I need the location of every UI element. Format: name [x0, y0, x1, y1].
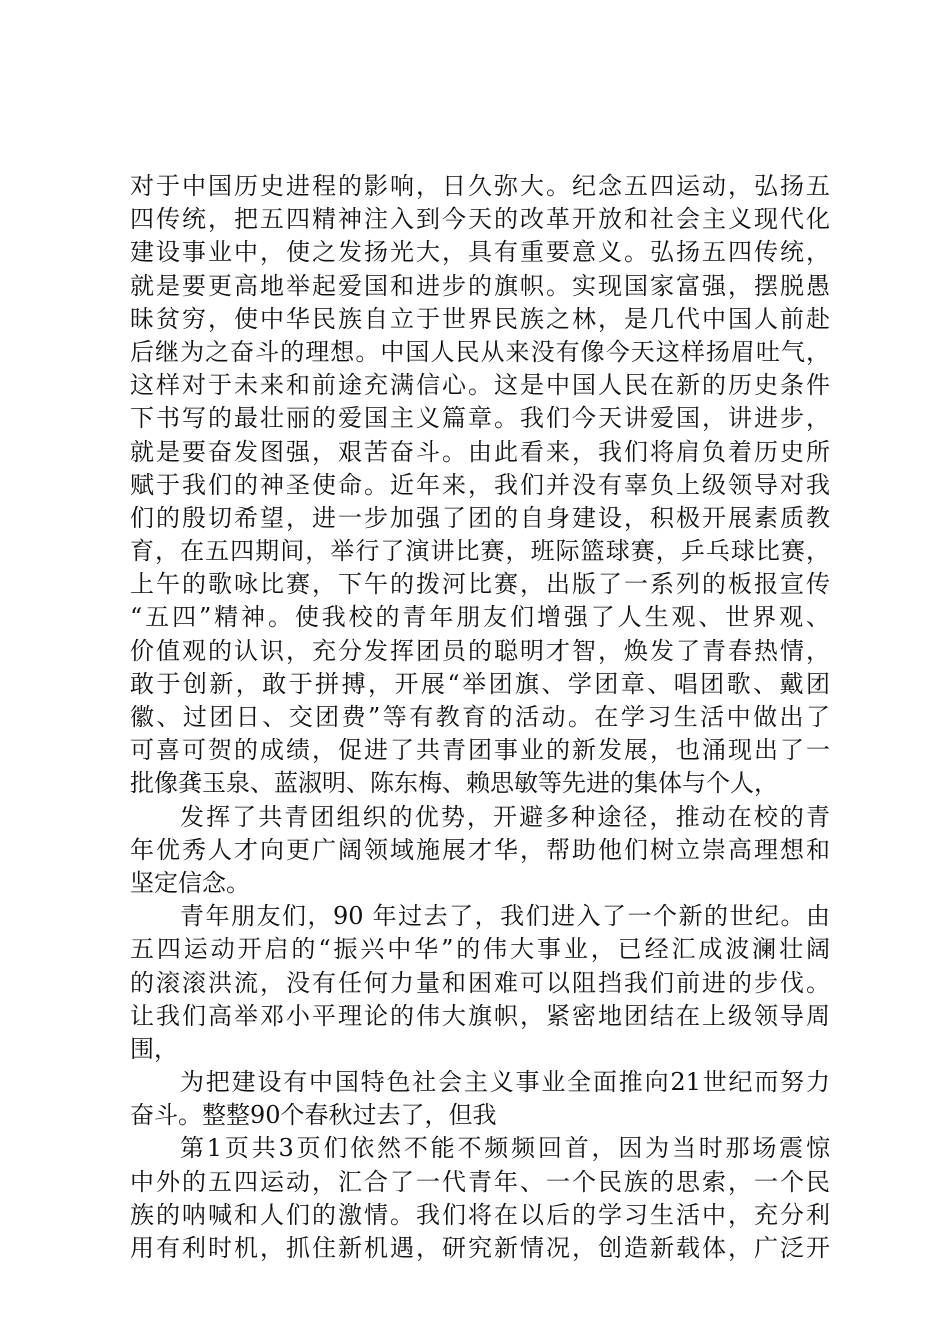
text-line: 年优秀人才向更广阔领域施展才华，帮助他们树立崇高理想和 — [130, 835, 830, 864]
text-line: 第1页共3页们依然不能不频频回首，因为当时那场震惊 — [180, 1134, 830, 1163]
text-line: 就是要更高地举起爱国和进步的旗帜。实现国家富强，摆脱愚 — [130, 271, 830, 300]
text-line: 下书写的最壮丽的爱国主义篇章。我们今天讲爱国，讲进步， — [130, 404, 830, 433]
text-line: 青年朋友们，90 年过去了，我们进入了一个新的世纪。由 — [180, 902, 830, 931]
text-line: 徽、过团日、交团费”等有教育的活动。在学习生活中做出了 — [130, 703, 830, 731]
text-line: 价值观的认识，充分发挥团员的聪明才智，焕发了青春热情， — [130, 636, 830, 665]
text-line: 对于中国历史进程的影响，日久弥大。纪念五四运动，弘扬五 — [130, 172, 830, 200]
text-line: 可喜可贺的成绩，促进了共青团事业的新发展，也涌现出了一 — [130, 736, 830, 765]
text-line: 中外的五四运动，汇合了一代青年、一个民族的思索，一个民 — [130, 1167, 830, 1196]
text-line: 发挥了共青团组织的优势，开避多种途径，推动在校的青 — [180, 802, 830, 831]
text-line: 的滚滚洪流，没有任何力量和困难可以阻挡我们前进的步伐。 — [130, 968, 830, 997]
text-line: 育，在五四期间，举行了演讲比赛，班际篮球赛，乒乓球比赛， — [130, 537, 830, 566]
paragraph-3 — [130, 900, 830, 1066]
text-line: 就是要奋发图强，艰苦奋斗。由此看来，我们将肩负着历史所 — [130, 437, 830, 466]
text-line: 围， — [130, 1034, 178, 1063]
text-line: “五四”精神。使我校的青年朋友们增强了人生观、世界观、 — [130, 603, 830, 632]
text-line: 四传统，把五四精神注入到今天的改革开放和社会主义现代化 — [130, 205, 830, 234]
text-line: 为把建设有中国特色社会主义事业全面推向21世纪而努力 — [180, 1068, 830, 1097]
text-line: 五四运动开启的“振兴中华”的伟大事业，已经汇成波澜壮阔 — [130, 935, 830, 964]
text-line: 后继为之奋斗的理想。中国人民从来没有像今天这样扬眉吐气， — [130, 337, 830, 366]
text-line: 昧贫穷，使中华民族自立于世界民族之林，是几代中国人前赴 — [130, 304, 830, 333]
text-line: 坚定信念。 — [130, 868, 250, 897]
document-body — [130, 170, 830, 1265]
text-line: 建设事业中，使之发扬光大，具有重要意义。弘扬五四传统， — [130, 238, 830, 267]
text-line: 这样对于未来和前途充满信心。这是中国人民在新的历史条件 — [130, 371, 830, 400]
text-line: 批像龚玉泉、蓝淑明、陈东梅、赖思敏等先进的集体与个人， — [130, 769, 778, 798]
paragraph-2 — [130, 801, 830, 901]
paragraph-1 — [130, 170, 830, 801]
paragraph-4 — [130, 1066, 830, 1132]
text-line: 敢于创新，敢于拼搏，开展“举团旗、学团章、唱团歌、戴团 — [130, 669, 830, 698]
paragraph-5 — [130, 1132, 830, 1265]
text-line: 让我们高举邓小平理论的伟大旗帜，紧密地团结在上级领导周 — [130, 1001, 830, 1030]
text-line: 用有利时机，抓住新机遇，研究新情况，创造新载体，广泛开 — [130, 1234, 830, 1262]
text-line: 赋于我们的神圣使命。近年来，我们并没有辜负上级领导对我 — [130, 470, 830, 499]
text-line: 族的呐喊和人们的激情。我们将在以后的学习生活中，充分利 — [130, 1200, 830, 1229]
text-line: 上午的歌咏比赛，下午的拨河比赛，出版了一系列的板报宣传 — [130, 570, 830, 599]
text-line: 奋斗。整整90个春秋过去了，但我 — [130, 1101, 497, 1130]
text-line: 们的殷切希望，进一步加强了团的自身建设，积极开展素质教 — [130, 503, 830, 532]
